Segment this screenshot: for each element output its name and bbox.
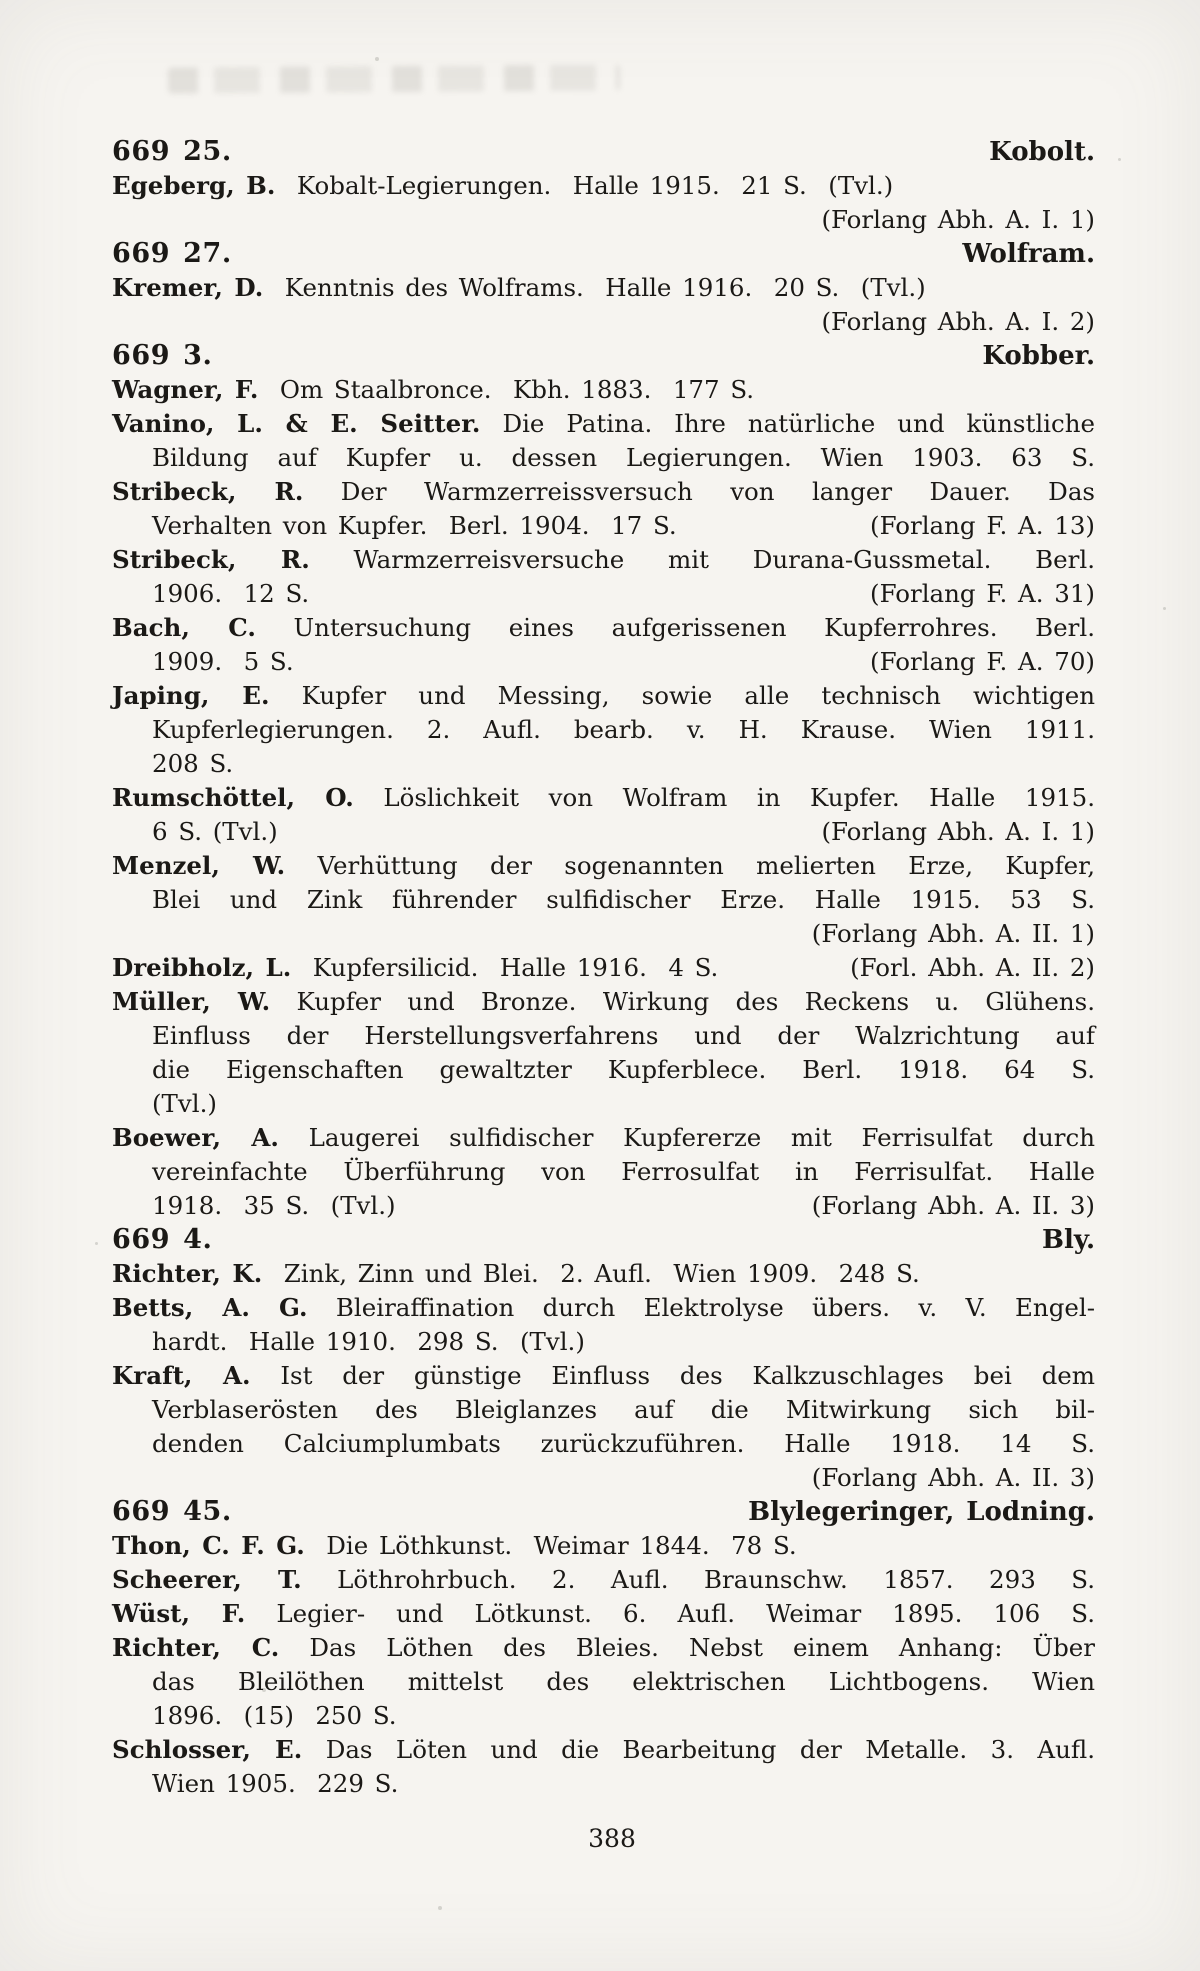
catalog-ref: (Forlang Abh. A. I. 2) xyxy=(821,307,1095,336)
entry-continuation-line xyxy=(112,1155,1095,1189)
entry-continuation-line xyxy=(112,1019,1095,1053)
catalog-ref-line xyxy=(112,203,1095,237)
entry-text: Löthrohrbuch. 2. Aufl. Braunschw. 1857. 293 S. xyxy=(337,1565,1095,1594)
entry-continuation-line xyxy=(112,1699,1095,1733)
entry-text: Legier- und Lötkunst. 6. Aufl. Weimar 1895. 106 S. xyxy=(276,1599,1096,1628)
page-number: 388 xyxy=(588,1824,636,1853)
scan-speck xyxy=(375,57,379,61)
entry-continuation-line xyxy=(112,645,1095,679)
entry-text: Blei und Zink führender sulfidischer Erze. Halle 1915. 53 S. xyxy=(152,885,1095,914)
entry-text: (Tvl.) xyxy=(152,1089,217,1118)
entry-text: 1918. 35 S. (Tvl.) xyxy=(152,1191,396,1220)
entry-text-group xyxy=(152,815,278,849)
entry-text: Laugerei sulfidischer Kupfererze mit Ferrisulfat durch xyxy=(308,1123,1095,1152)
entry-continuation-line xyxy=(112,815,1095,849)
entry-continuation-line xyxy=(112,747,1095,781)
entry-continuation-line xyxy=(112,1427,1095,1461)
entry-author: Bach, C. xyxy=(112,613,256,642)
entry-text: Om Staalbronce. Kbh. 1883. 177 S. xyxy=(279,375,755,404)
entry-first-line xyxy=(112,849,1095,883)
entry-text: Die Löthkunst. Weimar 1844. 78 S. xyxy=(326,1531,797,1560)
section-line xyxy=(112,339,1095,373)
entry-author: Stribeck, R. xyxy=(112,545,310,574)
catalog-ref: (Forlang Abh. A. I. 1) xyxy=(821,817,1095,846)
entry-continuation-line xyxy=(112,1767,1095,1801)
entry-author: Kremer, D. xyxy=(112,273,264,302)
section-number: 669 3. xyxy=(112,340,213,371)
entry-author: Stribeck, R. xyxy=(112,477,304,506)
scan-speck xyxy=(438,1906,442,1910)
entry-author: Wagner, F. xyxy=(112,375,259,404)
entry-first-line xyxy=(112,951,1095,985)
entry-continuation-line xyxy=(112,1053,1095,1087)
entry-first-line xyxy=(112,1631,1095,1665)
entry-continuation-line xyxy=(112,1665,1095,1699)
catalog-ref: (Forlang F. A. 13) xyxy=(870,511,1095,540)
entry-text: vereinfachte Überführung von Ferrosulfat in Ferrisulfat. Halle xyxy=(152,1157,1095,1186)
entry-text: denden Calciumplumbats zurückzuführen. Halle 1918. 14 S. xyxy=(152,1429,1095,1458)
entry-author: Boewer, A. xyxy=(112,1123,279,1152)
entry-text: Zink, Zinn und Blei. 2. Aufl. Wien 1909. 248 S. xyxy=(283,1259,920,1288)
entry-continuation-line xyxy=(112,577,1095,611)
entry-author: Richter, C. xyxy=(112,1633,280,1662)
catalog-ref: (Forlang Abh. A. II. 1) xyxy=(811,919,1095,948)
entry-continuation-line xyxy=(112,1325,1095,1359)
entry-author: Wüst, F. xyxy=(112,1599,246,1628)
entry-text: 208 S. xyxy=(152,749,234,778)
entry-first-line xyxy=(112,611,1095,645)
entry-text: 1896. (15) 250 S. xyxy=(152,1701,397,1730)
catalog-ref: (Forlang F. A. 70) xyxy=(870,647,1095,676)
entry-text: Das Löten und die Bearbeitung der Metalle. 3. Aufl. xyxy=(325,1735,1096,1764)
entry-text: hardt. Halle 1910. 298 S. (Tvl.) xyxy=(152,1327,585,1356)
scan-speck xyxy=(1118,158,1121,161)
entry-text: Löslichkeit von Wolfram in Kupfer. Halle 1915. xyxy=(383,783,1095,812)
entry-text: Wien 1905. 229 S. xyxy=(152,1769,399,1798)
entry-text: Warmzerreisversuche mit Durana-Gussmetal. Berl. xyxy=(353,545,1096,574)
entry-continuation-line xyxy=(112,441,1095,475)
catalog-ref: (Forlang Abh. A. II. 3) xyxy=(811,1463,1095,1492)
entry-first-line xyxy=(112,475,1095,509)
entry-author: Müller, W. xyxy=(112,987,271,1016)
entry-first-line xyxy=(112,1359,1095,1393)
entry-text: Bleiraffination durch Elektrolyse übers. v. V. Engel- xyxy=(335,1293,1095,1322)
entry-text: Kupferlegierungen. 2. Aufl. bearb. v. H. Krause. Wien 1911. xyxy=(152,715,1095,744)
entry-author: Japing, E. xyxy=(112,681,270,710)
entry-first-line xyxy=(112,169,1095,203)
entry-author: Betts, A. G. xyxy=(112,1293,308,1322)
entry-text: Untersuchung eines aufgerissenen Kupferrohres. Berl. xyxy=(293,613,1095,642)
entry-author: Richter, K. xyxy=(112,1259,263,1288)
text-block xyxy=(112,135,1095,1801)
entry-first-line xyxy=(112,1529,1095,1563)
scan-speck xyxy=(95,1242,98,1245)
entry-text: 1909. 5 S. xyxy=(152,647,294,676)
ghost-print-smudge xyxy=(168,64,620,93)
entry-text: Verblaserösten des Bleiglanzes auf die Mitwirkung sich bil- xyxy=(152,1395,1095,1424)
entry-author: Scheerer, T. xyxy=(112,1565,302,1594)
entry-text: Verhalten von Kupfer. Berl. 1904. 17 S. xyxy=(152,511,677,540)
entry-first-line xyxy=(112,985,1095,1019)
entry-text-group xyxy=(112,951,718,985)
entry-continuation-line xyxy=(112,883,1095,917)
entry-first-line xyxy=(112,1597,1095,1631)
entry-continuation-line xyxy=(112,713,1095,747)
entry-first-line xyxy=(112,1563,1095,1597)
section-number: 669 25. xyxy=(112,136,232,167)
entry-author: Menzel, W. xyxy=(112,851,286,880)
entry-author: Egeberg, B. xyxy=(112,171,276,200)
catalog-ref-line xyxy=(112,917,1095,951)
entry-continuation-line xyxy=(112,509,1095,543)
entry-author: Vanino, L. & E. Seitter. xyxy=(112,409,481,438)
catalog-ref: (Forlang Abh. A. II. 3) xyxy=(811,1191,1095,1220)
scan-speck xyxy=(1163,607,1166,610)
entry-first-line xyxy=(112,1291,1095,1325)
entry-continuation-line xyxy=(112,1393,1095,1427)
entry-text: Kenntnis des Wolframs. Halle 1916. 20 S. (Tvl.) xyxy=(284,273,926,302)
entry-text: Kupfersilicid. Halle 1916. 4 S. xyxy=(312,953,719,982)
entry-text: Verhüttung der sogenannten melierten Erze, Kupfer, xyxy=(317,851,1095,880)
entry-text: Bildung auf Kupfer u. dessen Legierungen. Wien 1903. 63 S. xyxy=(152,443,1095,472)
entry-author: Schlosser, E. xyxy=(112,1735,303,1764)
entry-text-group xyxy=(152,509,677,543)
entry-author: Kraft, A. xyxy=(112,1361,251,1390)
entry-text: 6 S. (Tvl.) xyxy=(152,817,278,846)
entry-text: 1906. 12 S. xyxy=(152,579,310,608)
entry-first-line xyxy=(112,781,1095,815)
entry-text: das Bleilöthen mittelst des elektrischen Lichtbogens. Wien xyxy=(152,1667,1095,1696)
entry-first-line xyxy=(112,271,1095,305)
entry-first-line xyxy=(112,1733,1095,1767)
section-heading: Bly. xyxy=(1041,1225,1095,1255)
entry-author: Rumschöttel, O. xyxy=(112,783,354,812)
entry-text: Ist der günstige Einfluss des Kalkzuschlages bei dem xyxy=(280,1361,1095,1390)
entry-text: Kupfer und Messing, sowie alle technisch wichtigen xyxy=(301,681,1095,710)
entry-author: Dreibholz, L. xyxy=(112,953,292,982)
section-line xyxy=(112,1495,1095,1529)
entry-first-line xyxy=(112,1121,1095,1155)
section-line xyxy=(112,237,1095,271)
section-line xyxy=(112,1223,1095,1257)
entry-continuation-line xyxy=(112,1189,1095,1223)
entry-text-group xyxy=(152,645,294,679)
catalog-ref-line xyxy=(112,1461,1095,1495)
entry-author: Thon, C. F. G. xyxy=(112,1531,305,1560)
section-number: 669 45. xyxy=(112,1496,232,1527)
catalog-ref: (Forlang Abh. A. I. 1) xyxy=(821,205,1095,234)
catalog-ref-line xyxy=(112,305,1095,339)
entry-text: Kupfer und Bronze. Wirkung des Reckens u. Glühens. xyxy=(296,987,1095,1016)
section-heading: Wolfram. xyxy=(962,239,1095,269)
entry-text-group xyxy=(152,1189,396,1223)
entry-text: Einfluss der Herstellungsverfahrens und der Walzrichtung auf xyxy=(152,1021,1095,1050)
entry-text: Der Warmzerreissversuch von langer Dauer. Das xyxy=(340,477,1095,506)
section-heading: Kobolt. xyxy=(989,137,1095,167)
entry-continuation-line xyxy=(112,1087,1095,1121)
entry-text-group xyxy=(152,577,309,611)
entry-first-line xyxy=(112,1257,1095,1291)
catalog-ref: (Forl. Abh. A. II. 2) xyxy=(850,953,1095,982)
entry-first-line xyxy=(112,543,1095,577)
entry-text: Die Patina. Ihre natürliche und künstliche xyxy=(502,409,1095,438)
section-number: 669 27. xyxy=(112,238,232,269)
entry-first-line xyxy=(112,373,1095,407)
catalog-ref: (Forlang F. A. 31) xyxy=(870,579,1095,608)
entry-text: Das Löthen des Bleies. Nebst einem Anhang: Über xyxy=(309,1633,1096,1662)
entry-first-line xyxy=(112,679,1095,713)
entry-text: Kobalt-Legierungen. Halle 1915. 21 S. (Tvl.) xyxy=(296,171,894,200)
section-line xyxy=(112,135,1095,169)
entry-text: die Eigenschaften gewaltzter Kupferblece. Berl. 1918. 64 S. xyxy=(152,1055,1095,1084)
section-heading: Blylegeringer, Lodning. xyxy=(748,1497,1095,1527)
section-heading: Kobber. xyxy=(982,341,1095,371)
section-number: 669 4. xyxy=(112,1224,213,1255)
entry-first-line xyxy=(112,407,1095,441)
